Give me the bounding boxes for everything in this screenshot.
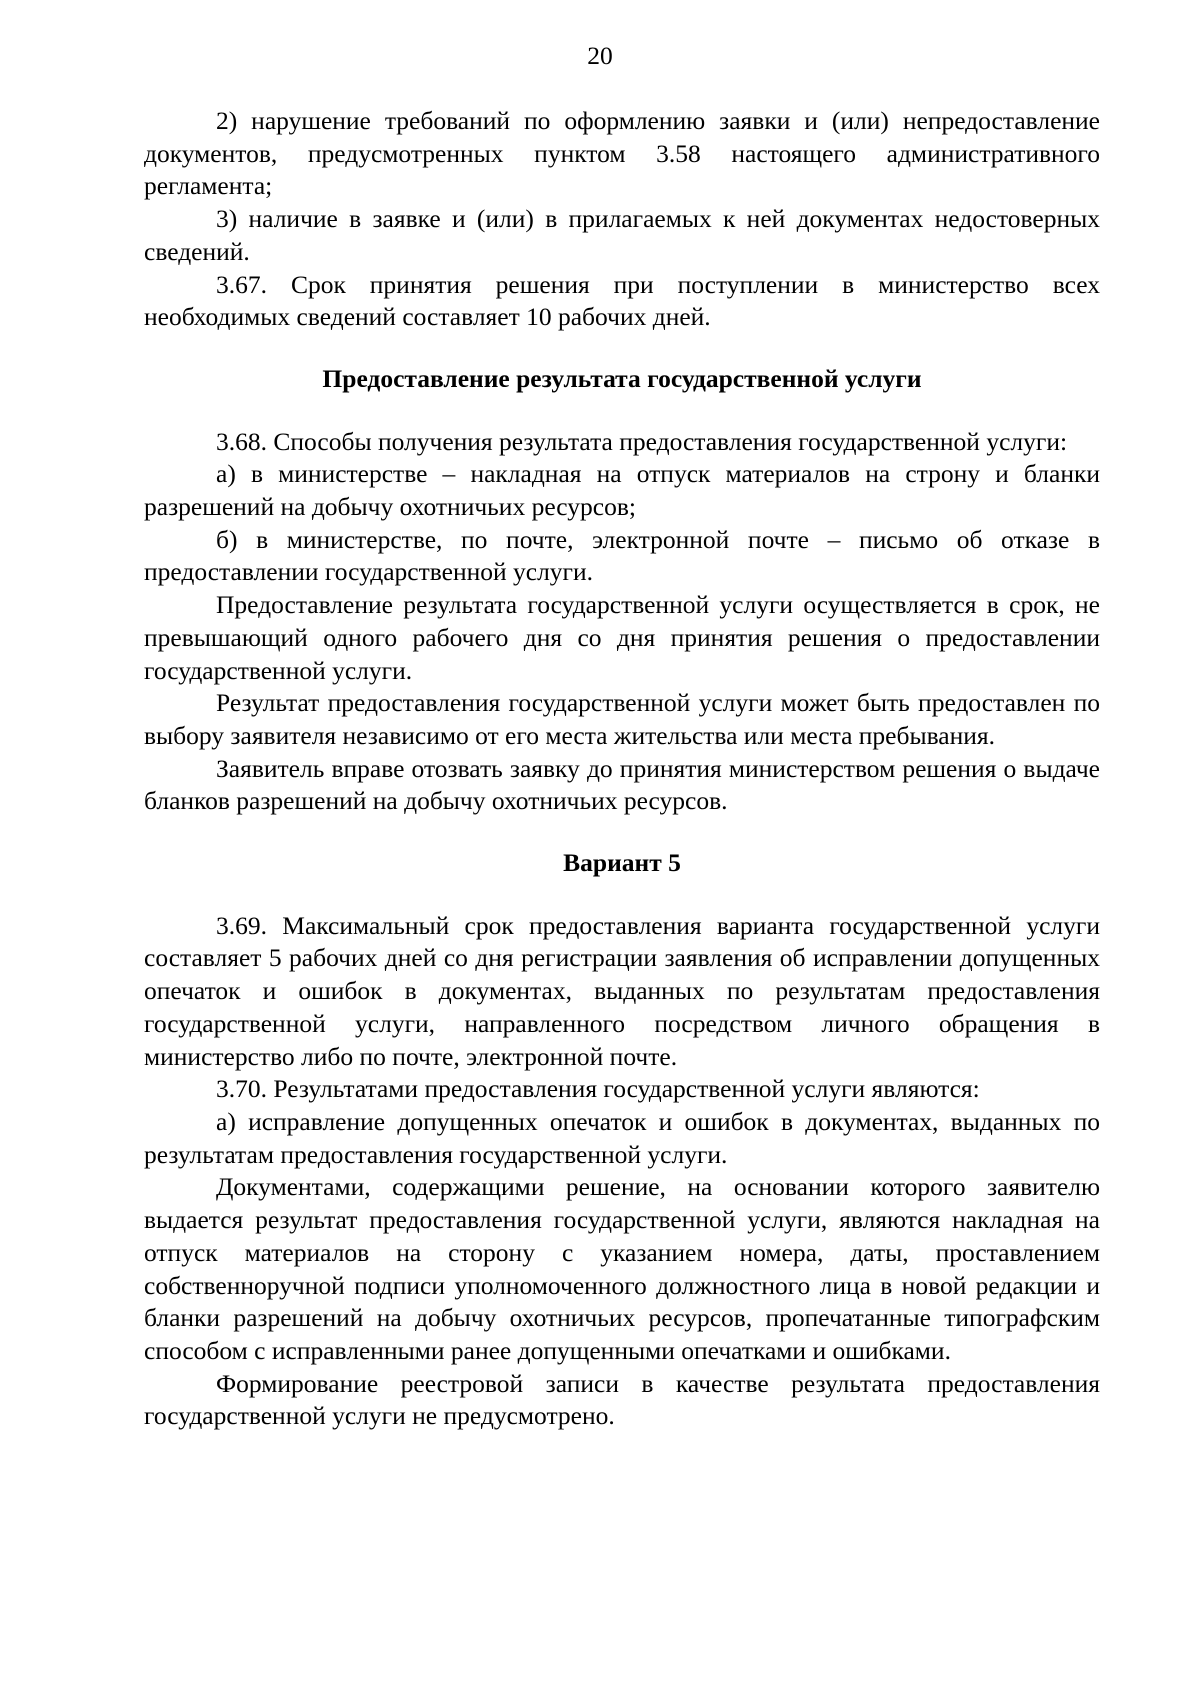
- paragraph-item-b: б) в министерстве, по почте, электронной почте – письмо об отказе в предоставлении государственной услуги.: [144, 524, 1100, 587]
- paragraph-3-68: 3.68. Способы получения результата предоставления государственной услуги:: [216, 426, 1068, 456]
- paragraph-documents: Документами, содержащими решение, на основании которого заявителю выдается результат предоставления государственной услуги, являются накладная на отпуск материалов на сторону с указанием номера, даты, проставлением собственноручной подписи уполномоченного должностного лица в новой редакции и бланки разрешений на добычу охотничьих ресурсов, пропечатанные типографским способом с исправленными ранее допущенными опечатками и ошибками.: [144, 1172, 1100, 1365]
- paragraph-item-a: а) в министерстве – накладная на отпуск материалов на строну и бланки разрешений на добычу охотничьих ресурсов;: [144, 459, 1100, 522]
- section-heading-variant-5: Вариант 5: [563, 848, 681, 878]
- document-body: [144, 105, 1100, 1433]
- section-heading-result: Предоставление результата государственной услуги: [322, 363, 922, 393]
- page-number: 20: [587, 41, 613, 70]
- paragraph-3-67: 3.67. Срок принятия решения при поступлении в министерство всех необходимых сведений составляет 10 рабочих дней.: [144, 269, 1100, 332]
- paragraph-item-2: 2) нарушение требований по оформлению заявки и (или) непредоставление документов, предусмотренных пунктом 3.58 настоящего административного регламента;: [144, 106, 1100, 201]
- paragraph-registry: Формирование реестровой записи в качестве результата предоставления государственной услуги не предусмотрено.: [144, 1368, 1100, 1431]
- paragraph-item-a-2: а) исправление допущенных опечаток и ошибок в документах, выданных по результатам предоставления государственной услуги.: [144, 1106, 1100, 1169]
- paragraph-result-choice: Результат предоставления государственной услуги может быть предоставлен по выбору заявителя независимо от его места жительства или места пребывания.: [144, 688, 1100, 750]
- paragraph-3-69: 3.69. Максимальный срок предоставления варианта государственной услуги составляет 5 рабочих дней со дня регистрации заявления об исправлении допущенных опечаток и ошибок в документах, выданных по результатам предоставления государственной услуги, направленного посредством личного обращения в министерство либо по почте, электронной почте.: [144, 910, 1100, 1071]
- paragraph-item-3: 3) наличие в заявке и (или) в прилагаемых к ней документах недостоверных сведений.: [144, 204, 1100, 266]
- paragraph-3-70: 3.70. Результатами предоставления государственной услуги являются:: [216, 1074, 980, 1104]
- paragraph-withdraw: Заявитель вправе отозвать заявку до принятия министерством решения о выдаче бланков разрешений на добычу охотничьих ресурсов.: [144, 753, 1100, 816]
- paragraph-result-term: Предоставление результата государственной услуги осуществляется в срок, не превышающий одного рабочего дня со дня принятия решения о предоставлении государственной услуги.: [144, 590, 1100, 685]
